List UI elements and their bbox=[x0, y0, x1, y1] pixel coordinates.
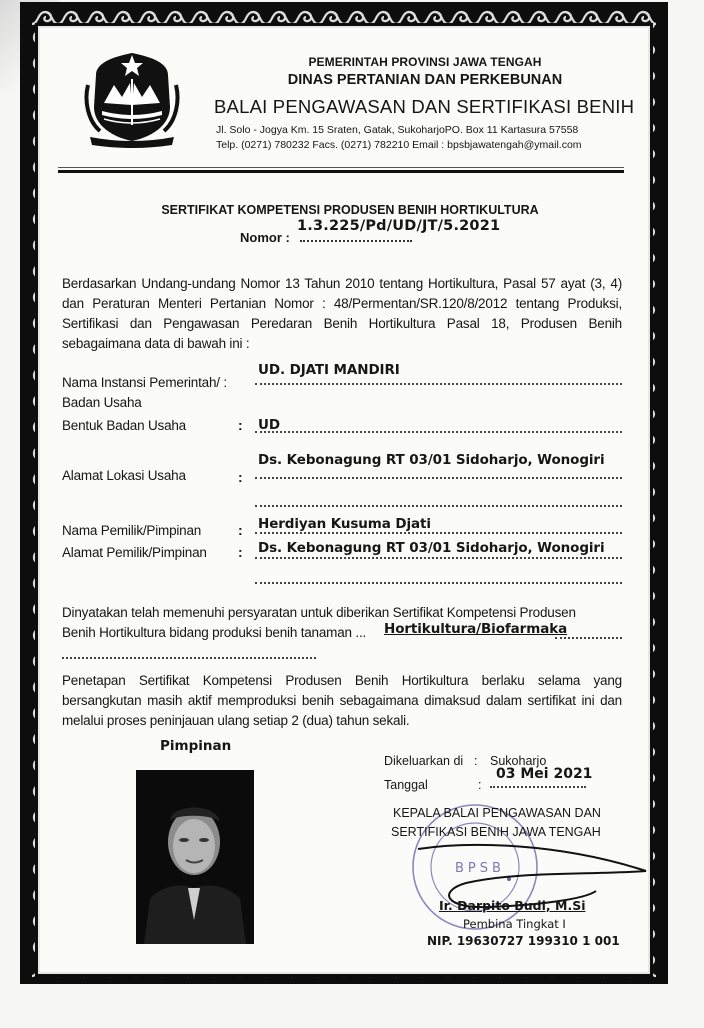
declaration-line-1: Dinyatakan telah memenuhi persyaratan untuk diberikan Sertifikat Kompetensi Produsen bbox=[62, 605, 576, 620]
dotted-line bbox=[62, 657, 316, 659]
field-value-owner-name: Herdiyan Kusuma Djati bbox=[258, 516, 431, 532]
dotted-line bbox=[255, 505, 622, 507]
dotted-line bbox=[255, 431, 622, 433]
dotted-line bbox=[555, 637, 622, 639]
certificate-title: SERTIFIKAT KOMPETENSI PRODUSEN BENIH HORTIKULTURA bbox=[161, 203, 539, 217]
field-value-owner-address: Ds. Kebonagung RT 03/01 Sidoharjo, Wonogiri bbox=[258, 540, 605, 556]
colon: : bbox=[238, 522, 243, 538]
colon: : bbox=[478, 778, 482, 792]
certificate-number: 1.3.225/Pd/UD/JT/5.2021 bbox=[297, 218, 501, 234]
field-label-owner-address: Alamat Pemilik/Pimpinan bbox=[62, 545, 207, 560]
leader-photo bbox=[136, 770, 254, 944]
letterhead-institution: BALAI PENGAWASAN DAN SERTIFIKASI BENIH bbox=[214, 96, 635, 117]
field-label-institution: Nama Instansi Pemerintah/ : bbox=[62, 375, 227, 390]
signatory-nip: NIP. 19630727 199310 1 001 bbox=[427, 934, 620, 948]
colon: : bbox=[238, 469, 243, 485]
signatory-rank: Pembina Tingkat I bbox=[463, 917, 566, 931]
declaration-line-2: Benih Hortikultura bidang produksi benih tanaman ... bbox=[62, 625, 367, 640]
portrait-icon bbox=[136, 770, 254, 944]
letterhead-divider-thin bbox=[58, 167, 624, 168]
letterhead-contact: Telp. (0271) 780232 Facs. (0271) 782210 Email : bpsbjawatengah@ymail.com bbox=[216, 139, 582, 151]
field-label-owner-name: Nama Pemilik/Pimpinan bbox=[62, 523, 202, 538]
issue-date-value: 03 Mei 2021 bbox=[496, 766, 593, 782]
letterhead-line-2: DINAS PERTANIAN DAN PERKEBUNAN bbox=[287, 72, 563, 88]
svg-text:BPSB: BPSB bbox=[455, 861, 505, 876]
letterhead-line-1: PEMERINTAH PROVINSI JAWA TENGAH bbox=[308, 55, 542, 69]
photo-caption: Pimpinan bbox=[160, 738, 232, 754]
field-value-business-location: Ds. Kebonagung RT 03/01 Sidoharjo, Wonogiri bbox=[258, 452, 605, 468]
validity-paragraph: Penetapan Sertifikat Kompetensi Produsen Benih Hortikultura berlaku selama yang bersangkutan masih aktif memproduksi benih sebagaimana dimaksud dalam sertifikat ini dan melalui proses peninjauan ulang setiap 2 (dua) tahun sekali. bbox=[62, 673, 622, 728]
field-value-business-form: UD bbox=[258, 417, 280, 433]
dotted-line bbox=[255, 477, 622, 479]
letterhead-divider-thick bbox=[58, 170, 624, 173]
signatory-name: Ir. Darpito Budi, M.Si bbox=[439, 898, 586, 913]
field-label-business-location: Alamat Lokasi Usaha bbox=[62, 468, 186, 483]
intro-paragraph: Berdasarkan Undang-undang Nomor 13 Tahun 2010 tentang Hortikultura, Pasal 57 ayat (3, 4) dan Peraturan Menteri Pertanian Nomor : 48/Permentan/SR.120/8/2012 tentang Produksi, Sertifikasi dan Pengawasan Peredaran Benih Hortikultura Pasal 18, Produsen Benih sebagaimana data di bawah ini : bbox=[62, 276, 622, 351]
colon: : bbox=[238, 544, 243, 560]
crop-type-value: Hortikultura/Biofarmaka bbox=[384, 621, 568, 637]
date-label: Tanggal bbox=[384, 778, 428, 792]
letterhead-address: Jl. Solo - Jogya Km. 15 Sraten, Gatak, SukoharjoPO. Box 11 Kartasura 57558 bbox=[216, 124, 579, 136]
province-emblem-icon bbox=[82, 45, 182, 150]
field-value-institution: UD. DJATI MANDIRI bbox=[258, 362, 400, 378]
signatory-title-line-2: SERTIFIKASI BENIH JAWA TENGAH bbox=[391, 825, 601, 839]
issued-at-value: Sukoharjo bbox=[490, 754, 547, 768]
field-label-business-form: Bentuk Badan Usaha bbox=[62, 418, 186, 433]
number-dotted-line bbox=[300, 240, 412, 242]
dotted-line bbox=[255, 582, 622, 584]
colon: : bbox=[474, 754, 478, 768]
certificate-number-label: Nomor : bbox=[240, 230, 290, 245]
colon: : bbox=[238, 417, 243, 433]
dotted-line bbox=[255, 532, 622, 534]
dotted-line bbox=[255, 557, 622, 559]
signatory-title-line-1: KEPALA BALAI PENGAWASAN DAN bbox=[393, 806, 601, 820]
issued-at-label: Dikeluarkan di bbox=[384, 754, 464, 768]
field-label-institution-line2: Badan Usaha bbox=[62, 395, 142, 410]
dotted-line bbox=[255, 383, 622, 385]
